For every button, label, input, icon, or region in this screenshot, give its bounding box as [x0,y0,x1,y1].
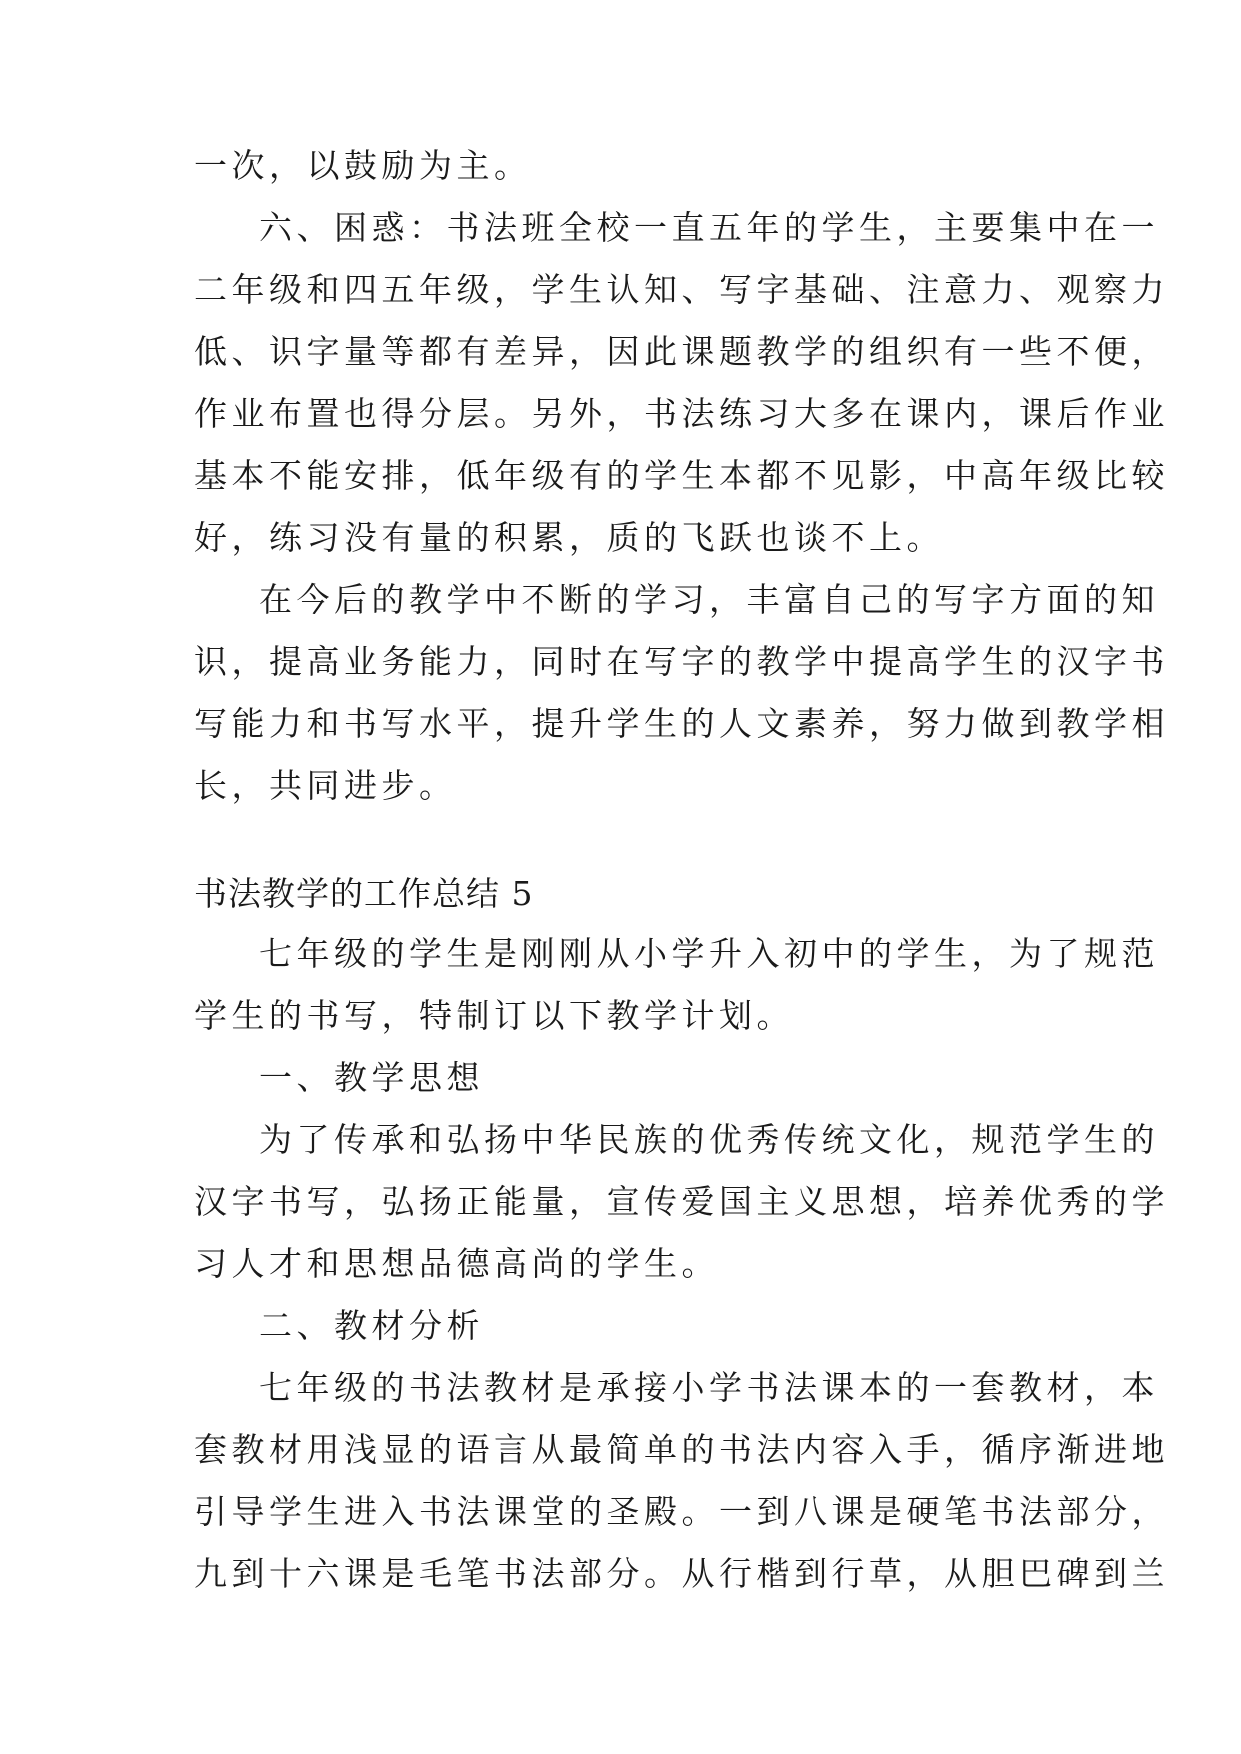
text-line: 基本不能安排，低年级有的学生本都不见影，中高年级比较 [194,456,1169,495]
text-line: 学生的书写，特制订以下教学计划。 [194,996,794,1035]
subheading: 一、教学思想 [259,1058,484,1097]
text-line: 九到十六课是毛笔书法部分。从行楷到行草，从胆巴碑到兰 [194,1554,1169,1593]
text-line: 二年级和四五年级，学生认知、写字基础、注意力、观察力 [194,270,1169,309]
text-line: 好，练习没有量的积累，质的飞跃也谈不上。 [194,518,944,557]
text-line: 七年级的书法教材是承接小学书法课本的一套教材，本 [259,1368,1159,1407]
text-line: 低、识字量等都有差异，因此课题教学的组织有一些不便， [194,332,1169,371]
text-line: 习人才和思想品德高尚的学生。 [194,1244,719,1283]
text-line: 汉字书写，弘扬正能量，宣传爱国主义思想，培养优秀的学 [194,1182,1169,1221]
text-line: 一次，以鼓励为主。 [194,146,532,185]
text-line: 长，共同进步。 [194,766,457,805]
text-line: 六、困惑：书法班全校一直五年的学生，主要集中在一 [259,208,1159,247]
text-line: 写能力和书写水平，提升学生的人文素养，努力做到教学相 [194,704,1169,743]
text-line: 套教材用浅显的语言从最简单的书法内容入手，循序渐进地 [194,1430,1169,1469]
subheading: 二、教材分析 [259,1306,484,1345]
text-line: 引导学生进入书法课堂的圣殿。一到八课是硬笔书法部分， [194,1492,1169,1531]
text-line: 七年级的学生是刚刚从小学升入初中的学生，为了规范 [259,934,1159,973]
text-line: 作业布置也得分层。另外，书法练习大多在课内，课后作业 [194,394,1169,433]
section-heading: 书法教学的工作总结 5 [194,874,534,913]
text-line: 在今后的教学中不断的学习，丰富自己的写字方面的知 [259,580,1159,619]
text-line: 为了传承和弘扬中华民族的优秀传统文化，规范学生的 [259,1120,1159,1159]
text-line: 识，提高业务能力，同时在写字的教学中提高学生的汉字书 [194,642,1169,681]
